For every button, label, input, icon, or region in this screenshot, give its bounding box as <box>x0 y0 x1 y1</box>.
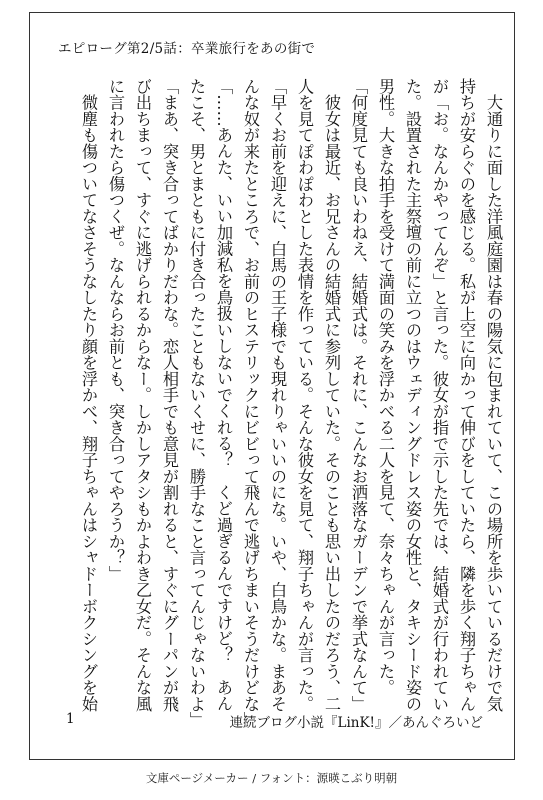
body-line: 彼女は最近、お兄さんの結婚式に参列していた。そのことも思い出したのだろう、二 <box>322 78 341 712</box>
body-line: 「早くお前を迎えに、白馬の王子様でも現れりゃいいのにな。いや、白鳥かな。まあそ <box>268 78 287 712</box>
body-line: んな奴が来たところで、お前のヒステリックにビビって飛んで逃げちまいそうだけどな」 <box>241 78 260 728</box>
body-line: び出ちまって、すぐに逃げられるからなー。しかしアタシもかよわき乙女だ。そんな風 <box>133 78 152 712</box>
chapter-title: エピローグ第2/5話：卒業旅行をあの街で <box>58 41 316 57</box>
series-title: 連続ブログ小説『LinK!』／あんぐろいど <box>229 715 483 731</box>
body-line: 微塵も傷ついてなさそうなしたり顔を浮かべ、翔子ちゃんはシャドーボクシングを始 <box>79 78 98 712</box>
body-line: 「何度見ても良いわねえ、結婚式は。それに、こんなお洒落なガーデンで挙式なんて」 <box>349 78 368 712</box>
body-line: 人を見てぽわぽわとした表情を作っている。そんな彼女を見て、翔子ちゃんが言った。 <box>295 78 314 712</box>
body-line: に言われたら傷つくぜ。なんならお前とも、突き合ってやろうか？」 <box>106 78 125 582</box>
page-number: 1 <box>66 711 75 727</box>
body-line: 「……あんた、いい加減私を鳥扱いしないでくれる？ くど過ぎるんですけど？ あん <box>214 78 233 712</box>
body-line: 持ちが安らぐのを感じる。私が上空に向かって伸びをしていたら、隣を歩く翔子ちゃん <box>457 78 476 712</box>
generator-credit: 文庫ページメーカー / フォント：源暎こぶり明朝 <box>145 771 398 785</box>
body-line: が「お。なんかやってんぞ」と言った。彼女が指で示した先では、結婚式が行われてい <box>430 78 449 712</box>
body-line: たこそ、男とまともに付き合ったこともないくせに、勝手なこと言ってんじゃないわよ」 <box>187 78 206 728</box>
body-line: 大通りに面した洋風庭園は春の陽気に包まれていて、この場所を歩いているだけで気 <box>484 78 503 712</box>
body-line: 「まあ、突き合ってばかりだわな。恋人相手でも意見が割れると、すぐにグーパンが飛 <box>160 78 179 712</box>
body-line: た。設置された主祭壇の前に立つのはウェディングドレス姿の女性と、タキシード姿の <box>403 78 422 712</box>
body-line: 男性。大きな拍手を受けて満面の笑みを浮かべる二人を見て、奈々ちゃんが言った。 <box>376 78 395 696</box>
